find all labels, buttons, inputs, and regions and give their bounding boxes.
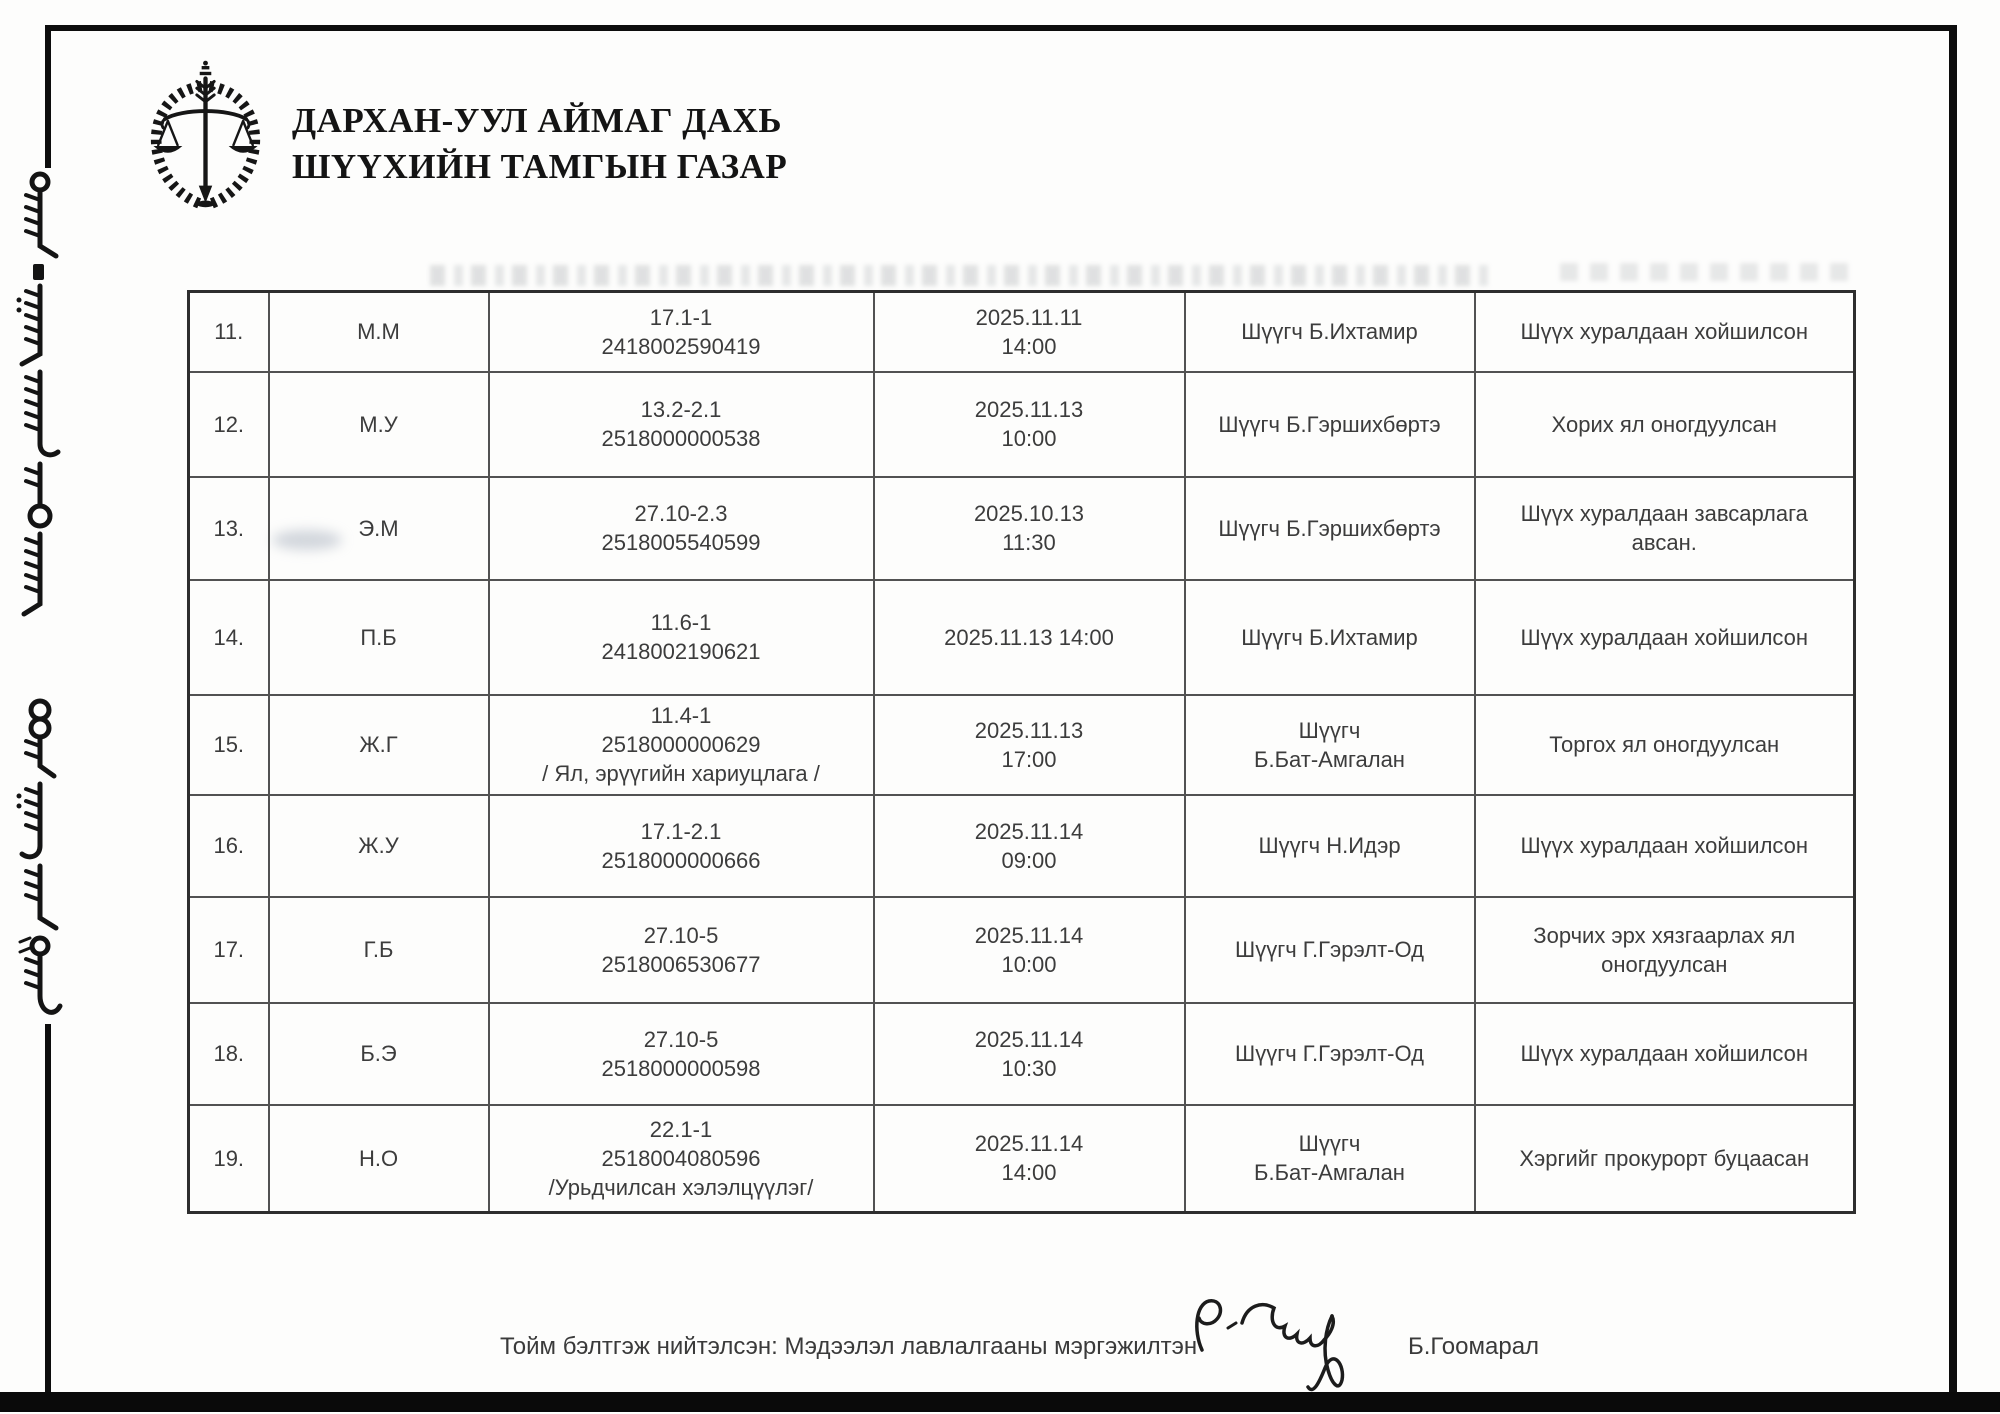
cell-number: 11. [189,292,269,372]
cell-number: 18. [189,1003,269,1105]
cell-initials: Н.О [269,1105,489,1213]
cell-result: Шүүх хуралдаан хойшилсон [1475,580,1855,695]
cell-datetime: 2025.11.13 10:00 [874,372,1185,477]
cell-case: 17.1-1 2418002590419 [489,292,874,372]
cell-result: Торгох ял оногдуулсан [1475,695,1855,795]
cell-initials: Б.Э [269,1003,489,1105]
cell-datetime: 2025.11.14 09:00 [874,795,1185,897]
org-name-line1: ДАРХАН-УУЛ АЙМАГ ДАХЬ [292,101,782,140]
cell-initials: Э.М [269,477,489,580]
cell-judge: Шүүгч Г.Гэрэлт-Од [1185,1003,1475,1105]
frame-border-top [45,25,1957,31]
cell-initials: Ж.Г [269,695,489,795]
cell-case: 22.1-1 2518004080596 /Урьдчилсан хэлэлцүүлэг/ [489,1105,874,1213]
cell-result: Шүүх хуралдаан завсарлага авсан. [1475,477,1855,580]
table-row [189,372,1855,477]
org-name-line2: ШҮҮХИЙН ТАМГЫН ГАЗАР [292,147,788,186]
cell-number: 12. [189,372,269,477]
cell-initials: М.М [269,292,489,372]
cell-judge: Шүүгч Б.Бат-Амгалан [1185,695,1475,795]
cell-case: 11.6-1 2418002190621 [489,580,874,695]
mongolian-script-sidebar [8,166,64,1021]
cell-case: 11.4-1 2518000000629 / Ял, эрүүгийн хариуцлага / [489,695,874,795]
table-row [189,580,1855,695]
cell-initials: Г.Б [269,897,489,1003]
cell-case: 27.10-5 2518000000598 [489,1003,874,1105]
ghost-text-artifact [430,265,1490,286]
hearings-table [187,290,1856,1214]
cell-result: Зорчих эрх хязгаарлах ял оногдуулсан [1475,897,1855,1003]
cell-result: Хорих ял оногдуулсан [1475,372,1855,477]
table-row [189,1003,1855,1105]
cell-judge: Шүүгч Б.Ихтамир [1185,580,1475,695]
bottom-scan-band [0,1392,2000,1412]
cell-initials: Ж.У [269,795,489,897]
cell-case: 13.2-2.1 2518000000538 [489,372,874,477]
cell-judge: Шүүгч Б.Ихтамир [1185,292,1475,372]
frame-border-left-lower [45,1024,51,1394]
org-name [292,98,787,190]
cell-case: 27.10-5 2518006530677 [489,897,874,1003]
signature [1182,1288,1387,1400]
cell-result: Хэргийг прокурорт буцаасан [1475,1105,1855,1213]
cell-datetime: 2025.11.13 14:00 [874,580,1185,695]
table-row [189,795,1855,897]
cell-datetime: 2025.11.14 10:30 [874,1003,1185,1105]
cell-case: 27.10-2.3 2518005540599 [489,477,874,580]
table-row [189,897,1855,1003]
frame-border-right [1949,25,1957,1394]
footer-prepared-by: Тойм бэлтгэж нийтэлсэн: Мэдээлэл лавлалгааны мэргэжилтэн [500,1333,1198,1360]
cell-number: 15. [189,695,269,795]
table-row [189,292,1855,372]
cell-case: 17.1-2.1 2518000000666 [489,795,874,897]
signer-name: Б.Гоомарал [1408,1333,1540,1360]
frame-border-left-upper [45,25,51,168]
cell-judge: Шүүгч Н.Идэр [1185,795,1475,897]
court-logo [138,58,273,210]
cell-datetime: 2025.10.13 11:30 [874,477,1185,580]
cell-result: Шүүх хуралдаан хойшилсон [1475,292,1855,372]
table-row [189,477,1855,580]
cell-result: Шүүх хуралдаан хойшилсон [1475,795,1855,897]
cell-judge: Шүүгч Б.Гэршихбөртэ [1185,372,1475,477]
ghost-text-artifact [1560,263,1860,281]
cell-datetime: 2025.11.11 14:00 [874,292,1185,372]
cell-datetime: 2025.11.14 10:00 [874,897,1185,1003]
cell-number: 19. [189,1105,269,1213]
cell-judge: Шүүгч Б.Гэршихбөртэ [1185,477,1475,580]
cell-judge: Шүүгч Г.Гэрэлт-Од [1185,897,1475,1003]
cell-result: Шүүх хуралдаан хойшилсон [1475,1003,1855,1105]
table-row [189,695,1855,795]
cell-number: 16. [189,795,269,897]
table-row [189,1105,1855,1213]
cell-number: 17. [189,897,269,1003]
cell-datetime: 2025.11.13 17:00 [874,695,1185,795]
cell-datetime: 2025.11.14 14:00 [874,1105,1185,1213]
cell-number: 14. [189,580,269,695]
cell-judge: Шүүгч Б.Бат-Амгалан [1185,1105,1475,1213]
cell-number: 13. [189,477,269,580]
cell-initials: П.Б [269,580,489,695]
cell-initials: М.У [269,372,489,477]
